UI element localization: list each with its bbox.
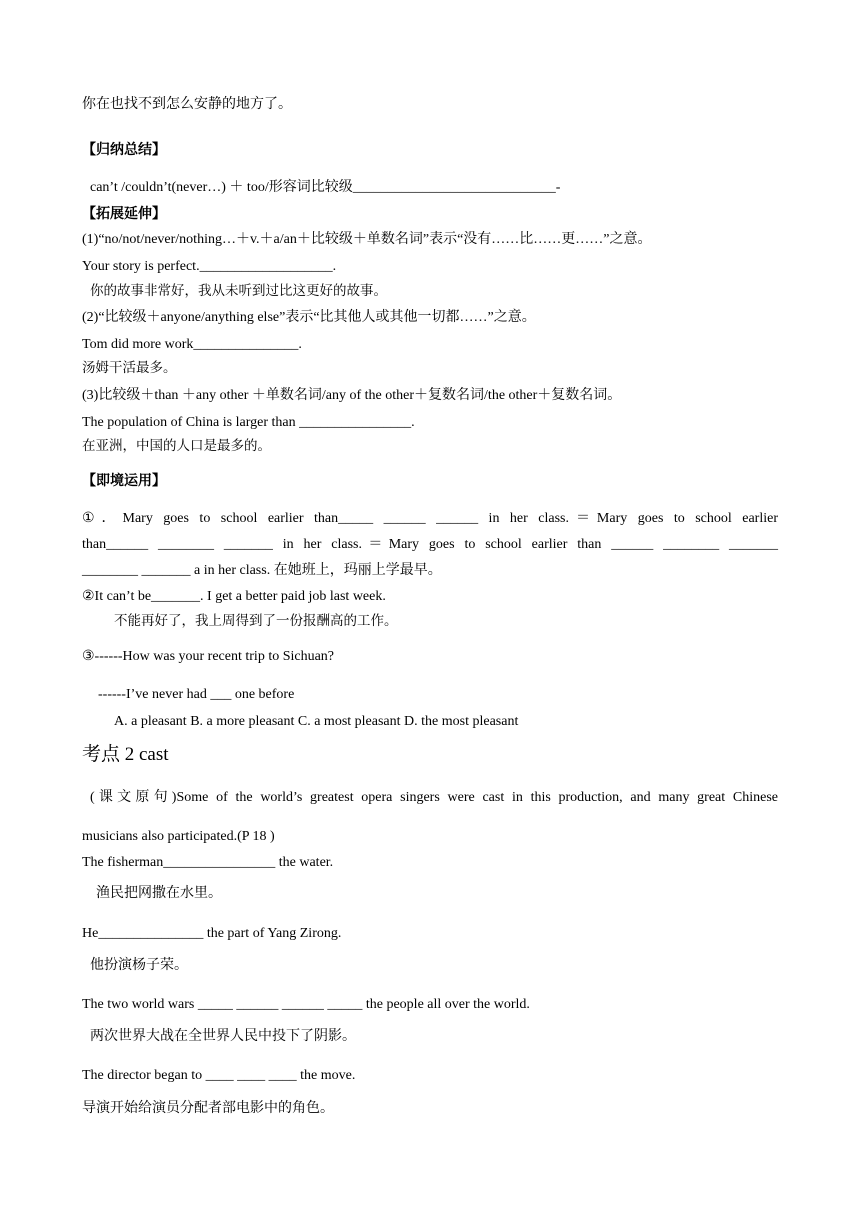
extension-translation-1: 你的故事非常好，我从未听到过比这更好的故事。 xyxy=(90,283,387,299)
extension-rule-3: (3)比较级＋than ＋any other ＋单数名词/any of the other＋复数名词/the other＋复数名词。 xyxy=(82,388,622,403)
section-heading-extension: 【拓展延伸】 xyxy=(82,206,166,222)
cast-example-2: He_______________ the part of Yang Zirong. xyxy=(82,926,342,941)
cast-example-4: The director began to ____ ____ ____ the move. xyxy=(82,1068,356,1083)
extension-translation-2: 汤姆干活最多。 xyxy=(82,360,177,376)
cast-translation-1: 渔民把网撒在水里。 xyxy=(96,885,222,901)
cast-translation-2: 他扮演杨子荣。 xyxy=(90,957,188,973)
extension-example-3: The population of China is larger than ________________. xyxy=(82,415,415,430)
summary-pattern-line: can’t /couldn’t(never…) ＋ too/形容词比较级_____________________________- xyxy=(90,180,561,195)
extension-example-1: Your story is perfect.___________________. xyxy=(82,259,337,274)
practice-2-question: ②It can’t be_______. I get a better paid job last week. xyxy=(82,589,386,604)
practice-3-options: A. a pleasant B. a more pleasant C. a most pleasant D. the most pleasant xyxy=(114,714,519,729)
extension-translation-3: 在亚洲，中国的人口是最多的。 xyxy=(82,438,271,454)
extension-rule-2: (2)“比较级＋anyone/anything else”表示“比其他人或其他一切都……”之意。 xyxy=(82,310,536,325)
section-heading-summary: 【归纳总结】 xyxy=(82,142,166,158)
extension-example-2: Tom did more work_______________. xyxy=(82,337,302,352)
section-heading-practice: 【即境运用】 xyxy=(82,473,166,489)
source-sentence-line-2: musicians also participated.(P 18 ) xyxy=(82,829,275,844)
cast-example-3: The two world wars _____ ______ ______ _____ the people all over the world. xyxy=(82,997,530,1012)
cast-example-1: The fisherman________________ the water. xyxy=(82,855,334,870)
practice-1-line-3: ________ _______ a in her class. 在她班上，玛丽上学最早。 xyxy=(82,563,442,578)
practice-1-line-1: ①．Mary goes to school earlier than_____ ______ ______ in her class.＝Mary goes to school earlier xyxy=(82,511,778,526)
practice-2-translation: 不能再好了，我上周得到了一份报酬高的工作。 xyxy=(114,613,398,629)
practice-1-line-2: than______ ________ _______ in her class.＝Mary goes to school earlier than ______ ________ _______ xyxy=(82,537,778,552)
cast-translation-3: 两次世界大战在全世界人民中投下了阴影。 xyxy=(90,1028,356,1044)
source-sentence-line-1: (课文原句)Some of the world’s greatest opera singers were cast in this production, and many great Chinese xyxy=(90,790,778,805)
practice-3-question: ③------How was your recent trip to Sichuan? xyxy=(82,649,335,664)
extension-rule-1: (1)“no/not/never/nothing…＋v.＋a/an＋比较级＋单数名词”表示“没有……比……更……”之意。 xyxy=(82,232,652,247)
kaodian-2-heading: 考点 2 cast xyxy=(82,744,169,765)
practice-3-answer-line: ------I’ve never had ___ one before xyxy=(98,687,295,702)
cast-translation-4: 导演开始给演员分配者部电影中的角色。 xyxy=(82,1100,334,1116)
example-translation-line: 你在也找不到怎么安静的地方了。 xyxy=(82,96,292,112)
